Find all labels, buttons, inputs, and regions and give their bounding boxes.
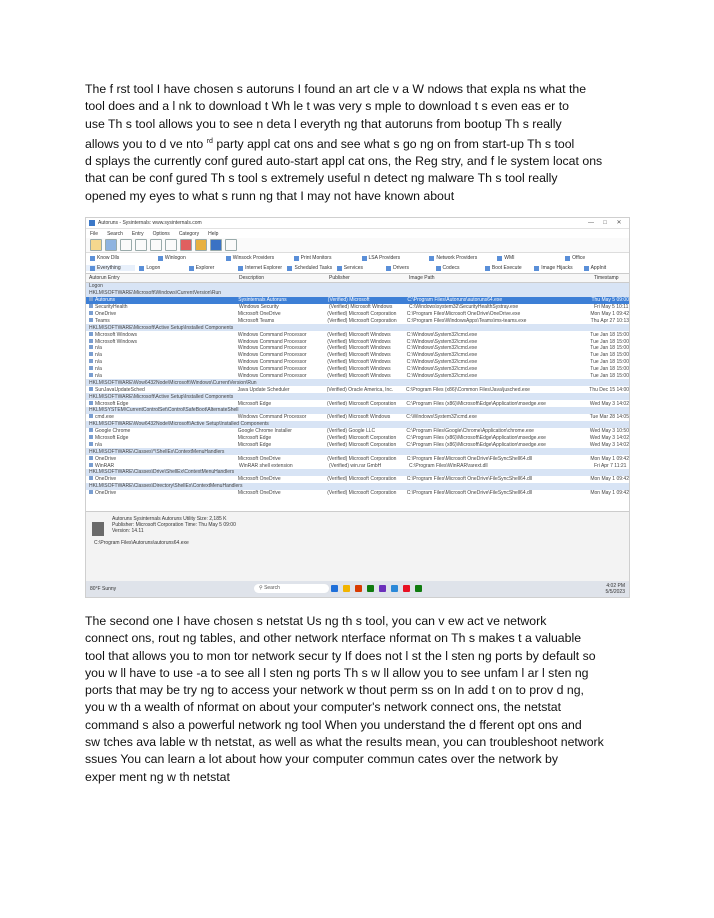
menu-options[interactable]: Options	[152, 230, 170, 237]
registry-group-row[interactable]: HKLM\SOFTWARE\Microsoft\Active Setup\Installed Components	[86, 324, 629, 331]
category-tabs	[86, 253, 629, 274]
autorun-row[interactable]: SunJavaUpdateSched Java Update Scheduler (Verified) Oracle America, Inc. C:\Program Files (x86)\Common Files\Java\jusched.exe Thu Dec 15 14:00	[86, 386, 629, 393]
text-line: use Th s tool allows you to see n deta l everyth ng that autoruns from bootup Th s really	[85, 116, 562, 131]
registry-group-row[interactable]: HKLM\SOFTWARE\Classes\Drive\ShellEx\ContextMenuHandlers	[86, 469, 629, 476]
tab-icon	[436, 266, 441, 271]
entry-checkbox[interactable]	[89, 428, 93, 432]
details-line: Publisher: Microsoft Corporation Time: Thu May 5 09:00	[112, 522, 236, 528]
taskbar-app-icon[interactable]	[355, 585, 362, 592]
file-icon	[92, 522, 104, 536]
text-line: d splays the currently conf gured auto-start appl cat ons, the Reg stry, and f le system locat ons	[85, 154, 603, 169]
entry-checkbox[interactable]	[89, 297, 93, 301]
details-path: C:\Program Files\Autoruns\autoruns64.exe	[94, 540, 189, 546]
taskbar-apps	[331, 585, 422, 592]
autorun-row[interactable]: Google Chrome Google Chrome Installer (Verified) Google LLC C:\Program Files\Google\Chrome\Application\chrome.exe Wed May 3 10:50	[86, 428, 629, 435]
entry-checkbox[interactable]	[89, 387, 93, 391]
tab-icon	[337, 266, 342, 271]
entry-checkbox[interactable]	[89, 339, 93, 343]
autorun-row[interactable]: n/a Microsoft Edge (Verified) Microsoft Corporation C:\Program Files (x86)\Microsoft\Edge\Application\msedge.exe Wed May 3 14:02	[86, 441, 629, 448]
tab-office[interactable]: Office	[561, 255, 629, 261]
entry-checkbox[interactable]	[89, 345, 93, 349]
entry-checkbox[interactable]	[89, 490, 93, 494]
tab-icon	[362, 256, 367, 261]
tab-boot-execute[interactable]: Boot Execute	[481, 265, 530, 271]
autorun-row[interactable]: Autoruns Sysinternals Autoruns (Verified) Microsoft C:\Program Files\Autoruns\autoruns64.exe Thu May 5 09:00	[86, 297, 629, 304]
tab-icon	[90, 256, 95, 261]
tab-row	[86, 263, 629, 273]
delete-icon[interactable]	[180, 239, 192, 251]
tab-print-monitors[interactable]: Print Monitors	[290, 255, 358, 261]
autorun-row[interactable]: n/a Windows Command Processor (Verified) Microsoft Windows C:\Windows\System32\cmd.exe Tue Jan 18 15:00	[86, 366, 629, 373]
find-icon[interactable]	[150, 239, 162, 251]
virustotal-icon[interactable]	[210, 239, 222, 251]
tab-lsa-providers[interactable]: LSA Providers	[358, 255, 426, 261]
tab-icon	[584, 266, 589, 271]
tab-everything[interactable]: Everything	[86, 265, 135, 271]
taskbar-app-icon[interactable]	[391, 585, 398, 592]
tab-icon	[534, 266, 539, 271]
tab-explorer[interactable]: Explorer	[185, 265, 234, 271]
text-line: command s also a powerful network ng tool When you understand the d fferent opt ons and	[85, 717, 582, 732]
close-icon[interactable]: ✕	[616, 220, 622, 226]
save-icon[interactable]	[105, 239, 117, 251]
taskbar-app-icon[interactable]	[343, 585, 350, 592]
autorun-row[interactable]: OneDrive Microsoft OneDrive (Verified) Microsoft Corporation C:\Program Files\Microsoft OneDrive\FileSyncShell64.dll Mon May 1 09:42	[86, 476, 629, 483]
refresh-icon[interactable]	[120, 239, 132, 251]
autorun-row[interactable]: n/a Windows Command Processor (Verified) Microsoft Windows C:\Windows\System32\cmd.exe Tue Jan 18 15:00	[86, 359, 629, 366]
entry-checkbox[interactable]	[89, 401, 93, 405]
text-line: sw tches ava lable w th netstat, as well as what the results mean, you can troubleshoot network	[85, 735, 604, 750]
menu-category[interactable]: Category	[178, 230, 200, 237]
menu-search[interactable]: Search	[107, 230, 123, 237]
menu-bar	[86, 229, 629, 238]
tab-icon	[189, 266, 194, 271]
tab-icon	[139, 266, 144, 271]
autorun-row[interactable]: OneDrive Microsoft OneDrive (Verified) Microsoft Corporation C:\Program Files\Microsoft OneDrive\FileSyncShell64.dll Mon May 1 09:42	[86, 455, 629, 462]
tab-icon	[386, 266, 391, 271]
entry-checkbox[interactable]	[89, 318, 93, 322]
tab-icon	[238, 266, 243, 271]
copy-icon[interactable]	[135, 239, 147, 251]
jump-icon[interactable]	[165, 239, 177, 251]
entry-checkbox[interactable]	[89, 304, 93, 308]
menu-help[interactable]: Help	[208, 230, 219, 237]
tab-icon	[294, 256, 299, 261]
registry-group-row[interactable]: HKLM\SOFTWARE\Wow6432Node\Microsoft\Windows\CurrentVersion\Run	[86, 379, 629, 386]
text-line: The second one I have chosen s netstat Us ng th s tool, you can v ew act ve network	[85, 614, 547, 628]
column-timestamp[interactable]: Timestamp	[594, 275, 619, 281]
maximize-icon[interactable]: □	[603, 220, 607, 226]
search-icon: ⚲	[259, 585, 265, 591]
minimize-icon[interactable]: —	[588, 220, 594, 226]
text-line: you w th a wealth of nformat on about your computer's network connect ons, the netstat	[85, 700, 562, 715]
tab-icon	[429, 256, 434, 261]
toolbar	[86, 238, 629, 253]
entry-checkbox[interactable]	[89, 311, 93, 315]
autorun-row[interactable]: SecurityHealth Windows Security (Verified) Microsoft Windows C:\Windows\system32\SecurityHealthSystray.exe Fri May 5 10:11	[86, 304, 629, 311]
registry-group-row[interactable]: HKLM\SOFTWARE\Classes\Directory\ShellEx\ContextMenuHandlers	[86, 483, 629, 490]
tab-codecs[interactable]: Codecs	[432, 265, 481, 271]
tab-logon[interactable]: Logon	[135, 265, 184, 271]
details-line: Autoruns Sysinternals Autoruns Utility Size: 2,185 K	[112, 516, 227, 522]
autorun-row[interactable]: Teams Microsoft Teams (Verified) Microsoft Corporation C:\Program Files\WindowsApps\Teams\ms-teams.exe Thu Apr 27 10:13	[86, 317, 629, 324]
autoruns-app-icon	[89, 220, 95, 226]
autorun-row[interactable]: Microsoft Edge Microsoft Edge (Verified) Microsoft Corporation C:\Program Files (x86)\Microsoft\Edge\Application\msedge.exe Wed May 3 14:02	[86, 435, 629, 442]
tab-icon	[497, 256, 502, 261]
registry-group-row[interactable]: HKLM\SOFTWARE\Microsoft\Windows\CurrentVersion\Run	[86, 290, 629, 297]
autoruns-list	[86, 283, 629, 511]
taskbar-search[interactable]: ⚲ Search	[254, 584, 329, 593]
tab-internet-explorer[interactable]: Internet Explorer	[234, 265, 283, 271]
entry-checkbox[interactable]	[89, 442, 93, 446]
entry-checkbox[interactable]	[89, 456, 93, 460]
tab-winlogon[interactable]: Winlogon	[154, 255, 222, 261]
details-line: Version: 14.11	[112, 528, 144, 534]
column-publisher[interactable]: Publisher	[329, 275, 350, 281]
registry-group-row[interactable]: HKLM\SOFTWARE\Classes\*\ShellEx\ContextMenuHandlers	[86, 448, 629, 455]
registry-group-row[interactable]: Logon	[86, 283, 629, 290]
weather-widget[interactable]: 80°F Sunny	[90, 586, 117, 592]
autorun-row[interactable]: OneDrive Microsoft OneDrive (Verified) Microsoft Corporation C:\Program Files\Microsoft OneDrive\OneDrive.exe Mon May 1 09:42	[86, 311, 629, 318]
tab-icon	[287, 266, 292, 271]
tab-icon	[158, 256, 163, 261]
entry-checkbox[interactable]	[89, 414, 93, 418]
menu-entry[interactable]: Entry	[131, 230, 144, 237]
autorun-row[interactable]: n/a Windows Command Processor (Verified) Microsoft Windows C:\Windows\System32\cmd.exe Tue Jan 18 15:00	[86, 373, 629, 380]
taskbar-app-icon[interactable]	[379, 585, 386, 592]
text-line: allows you to d ve nto $^{rd}$ party appl cat ons and see what s go ng on from start-up Th s tool	[85, 136, 575, 151]
tab-drivers[interactable]: Drivers	[382, 265, 431, 271]
window-titlebar	[86, 218, 629, 229]
tab-services[interactable]: Services	[333, 265, 382, 271]
tab-icon	[90, 266, 95, 271]
filter-icon[interactable]	[225, 239, 237, 251]
paragraph-netstat	[85, 613, 645, 786]
autorun-row[interactable]: n/a Windows Command Processor (Verified) Microsoft Windows C:\Windows\System32\cmd.exe Tue Jan 18 15:00	[86, 352, 629, 359]
autorun-row[interactable]: Microsoft Edge Microsoft Edge (Verified) Microsoft Corporation C:\Program Files (x86)\Microsoft\Edge\Application\msedge.exe Wed May 3 14:02	[86, 400, 629, 407]
taskbar-app-icon[interactable]	[403, 585, 410, 592]
tab-know-dlls[interactable]: Know Dlls	[86, 255, 154, 261]
autorun-row[interactable]: cmd.exe Windows Command Processor (Verified) Microsoft Windows C:\Windows\System32\cmd.exe Tue Mar 28 14:05	[86, 414, 629, 421]
entry-checkbox[interactable]	[89, 476, 93, 480]
text-line: ports that may be try ng to access your network w thout perm ss on In add t on to prov d ng,	[85, 683, 584, 698]
text-line: connect ons, rout ng tables, and other network nterface nformat on Th s makes t a valuable	[85, 631, 582, 646]
details-pane	[86, 511, 629, 570]
text-line: The f rst tool I have chosen s autoruns I found an art cle v a W ndows that expla ns what the	[85, 82, 587, 96]
text-line: ssues You can learn a lot about how your computer commun cates over the network by	[85, 752, 559, 767]
entry-checkbox[interactable]	[89, 373, 93, 377]
properties-icon[interactable]	[195, 239, 207, 251]
tab-wmi[interactable]: WMI	[493, 255, 561, 261]
entry-checkbox[interactable]	[89, 366, 93, 370]
entry-checkbox[interactable]	[89, 463, 93, 467]
text-line: exper ment ng w th netstat	[85, 769, 230, 784]
paragraph-autoruns	[85, 81, 645, 205]
tab-winsock-providers[interactable]: Winsock Providers	[222, 255, 290, 261]
tab-network-providers[interactable]: Network Providers	[425, 255, 493, 261]
text-line: that can be conf gured Th s tool s extremely useful n detect ng malware Th s tool really	[85, 171, 558, 186]
taskbar-app-icon[interactable]	[367, 585, 374, 592]
menu-file[interactable]: File	[90, 230, 99, 237]
tab-scheduled-tasks[interactable]: Scheduled Tasks	[283, 265, 332, 271]
taskbar	[86, 581, 629, 597]
taskbar-app-icon[interactable]	[331, 585, 338, 592]
registry-group-row[interactable]: HKLM\SYSTEM\CurrentControlSet\Control\SafeBoot\AlternateShell	[86, 407, 629, 414]
autorun-row[interactable]: Microsoft Windows Windows Command Processor (Verified) Microsoft Windows C:\Windows\System32\cmd.exe Tue Jan 18 15:00	[86, 331, 629, 338]
tab-image-hijacks[interactable]: Image Hijacks	[530, 265, 579, 271]
text-line: opened my eyes to what s runn ng that I may not have known about	[85, 188, 455, 203]
tab-appinit[interactable]: AppInit	[580, 265, 629, 271]
taskbar-clock[interactable]: 4:02 PM 5/5/2023	[605, 583, 625, 595]
registry-group-row[interactable]: HKLM\SOFTWARE\Microsoft\Active Setup\Installed Components	[86, 393, 629, 400]
open-icon[interactable]	[90, 239, 102, 251]
column-image-path[interactable]: Image Path	[409, 275, 435, 281]
column-autorun-entry[interactable]: Autorun Entry	[89, 275, 120, 281]
autorun-row[interactable]: WinRAR WinRAR shell extension (Verified) win.rar GmbH C:\Program Files\WinRAR\rarext.dll Fri Apr 7 11:21	[86, 462, 629, 469]
tab-icon	[565, 256, 570, 261]
text-line: tool does and a l nk to download t Wh le t was very s mple to download t s even eas er to	[85, 99, 569, 114]
tab-row	[86, 253, 629, 263]
text-line: you w ll have to use -a to see all l sten ng ports Th s w ll allow you to see unfam l ar l sten ng	[85, 665, 589, 680]
autorun-row[interactable]: n/a Windows Command Processor (Verified) Microsoft Windows C:\Windows\System32\cmd.exe Tue Jan 18 15:00	[86, 345, 629, 352]
entry-checkbox[interactable]	[89, 435, 93, 439]
autoruns-screenshot	[85, 217, 630, 598]
tab-icon	[226, 256, 231, 261]
autorun-row[interactable]: Microsoft Windows Windows Command Processor (Verified) Microsoft Windows C:\Windows\System32\cmd.exe Tue Jan 18 15:00	[86, 338, 629, 345]
autorun-row[interactable]: OneDrive Microsoft OneDrive (Verified) Microsoft Corporation C:\Program Files\Microsoft OneDrive\FileSyncShell64.dll Mon May 1 09:42	[86, 490, 629, 497]
column-header	[86, 274, 629, 283]
superscript-rd: rd	[206, 137, 213, 145]
column-description[interactable]: Description	[239, 275, 265, 281]
taskbar-app-icon[interactable]	[415, 585, 422, 592]
entry-checkbox[interactable]	[89, 332, 93, 336]
entry-checkbox[interactable]	[89, 359, 93, 363]
window-title: Autoruns - Sysinternals: www.sysinternals.com	[98, 220, 202, 226]
registry-group-row[interactable]: HKLM\SOFTWARE\Wow6432Node\Microsoft\Active Setup\Installed Components	[86, 421, 629, 428]
text-line: tool that allows you to mon tor network secur ty If does not l st the l sten ng ports by default so	[85, 648, 596, 663]
tab-icon	[485, 266, 490, 271]
entry-checkbox[interactable]	[89, 352, 93, 356]
